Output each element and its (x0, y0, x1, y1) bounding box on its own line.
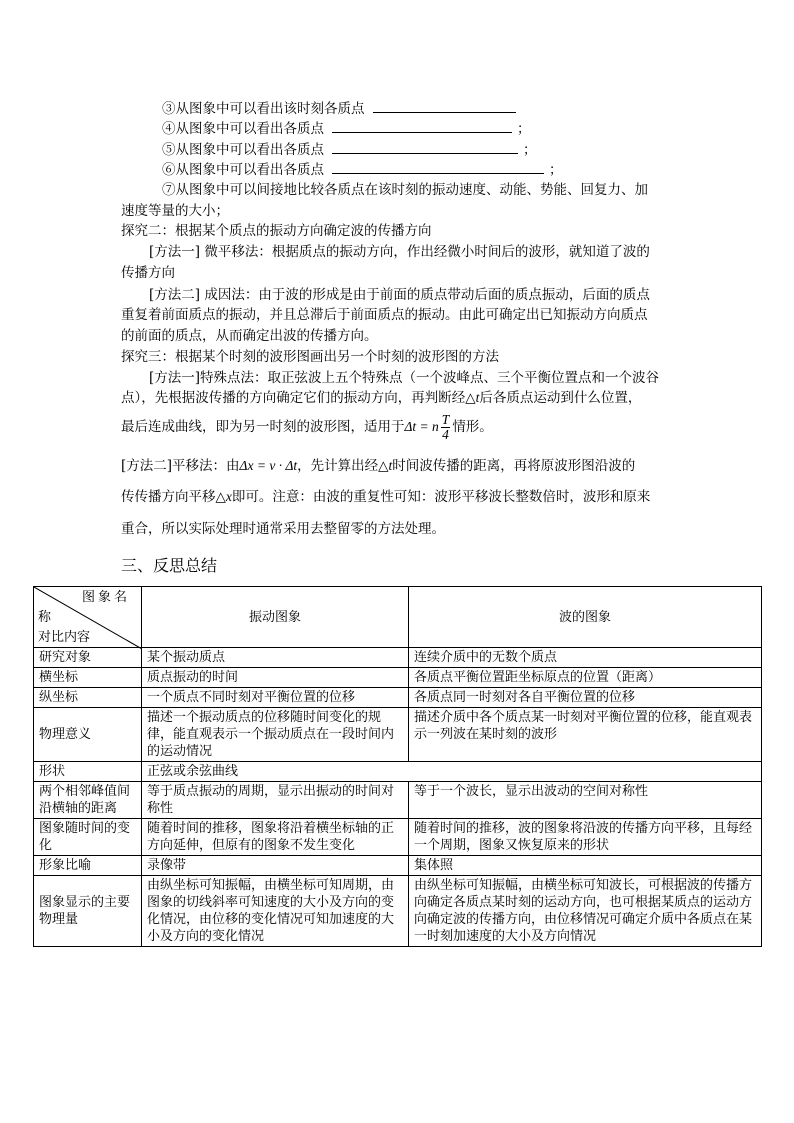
inquiry-3-method2-line3: 重合，所以实际处理时通常采用去整留零的方法处理。 (121, 521, 445, 537)
table-row: 研究对象 某个振动质点 连续介质中的无数个质点 (34, 648, 762, 668)
table-row: 横坐标 质点振动的时间 各质点平衡位置距坐标原点的位置（距离） (34, 668, 762, 688)
table-header-vibration: 振动图象 (142, 587, 409, 648)
formula-dt: Δt = n (404, 419, 439, 434)
table-header-wave: 波的图象 (409, 587, 762, 648)
inquiry-3-method1-line2: 点），先根据波传播的方向确定它们的振动方向，再判断经△t后各质点运动到什么位置， (121, 390, 642, 406)
formula-dx: Δx = v · Δt (239, 458, 298, 473)
blank-5[interactable] (332, 140, 518, 154)
inquiry-2-method2-line3: 的前面的质点，从而确定出波的传播方向。 (121, 328, 378, 344)
item-5-text: ⑤从图象中可以看出各质点 (162, 142, 324, 158)
item-4-text: ④从图象中可以看出各质点 (162, 121, 324, 137)
item-6: ⑥从图象中可以看出各质点 ； (162, 162, 563, 178)
formula-fraction: $\frac{T}{4}$ (441, 412, 450, 442)
item-4: ④从图象中可以看出各质点 ； (162, 121, 531, 137)
inquiry-3-method1-line1: [方法一]特殊点法：取正弦波上五个特殊点（一个波峰点、三个平衡位置点和一个波谷 (149, 370, 660, 386)
comparison-table (33, 586, 762, 947)
table-row: 纵坐标 一个质点不同时刻对平衡位置的位移 各质点同一时刻对各自平衡位置的位移 (34, 688, 762, 708)
blank-3[interactable] (373, 99, 516, 113)
item-7-line2: 速度等量的大小； (121, 203, 229, 219)
table-row: 图象显示的主要物理量 由纵坐标可知振幅，由横坐标可知周期，由图象的切线斜率可知速度的大小及方向的变化情况，由位移的变化情况可知加速度的大小及方向的变化情况 由纵坐标可知振幅，由横坐标可知波长，可根据波的传播方向确定各质点某时刻的运动方向，也可根据某质点的运动方向确定波的传播方向，由位移情况可确定介质中各质点在某一时刻加速度的大小及方向情况 (34, 876, 762, 947)
item-7-line1: ⑦从图象中可以间接地比较各质点在该时刻的振动速度、动能、势能、回复力、加 (162, 182, 648, 198)
table-row: 物理意义 描述一个振动质点的位移随时间变化的规律，能直观表示一个振动质点在一段时间内的运动情况 描述介质中各个质点某一时刻对平衡位置的位移，能直观表示一列波在某时刻的波形 (34, 708, 762, 762)
inquiry-2-method1-line1: [方法一] 微平移法：根据质点的振动方向，作出经微小时间后的波形，就知道了波的 (149, 244, 650, 260)
inquiry-3-title: 探究三：根据某个时刻的波形图画出另一个时刻的波形图的方法 (121, 349, 499, 365)
inquiry-3-method1-line3: 最后连成曲线，即为另一时刻的波形图，适用于Δt = n $\frac{T}{4}$ 情形。 (121, 412, 493, 442)
section-3-title: 三、反思总结 (121, 556, 218, 575)
inquiry-2-title: 探究二：根据某个质点的振动方向确定波的传播方向 (121, 223, 432, 239)
inquiry-2-method2-line2: 重复着前面质点的振动，并且总滞后于前面质点的振动。由此可确定出已知振动方向质点 (121, 307, 648, 323)
inquiry-3-method2-line1: [方法二]平移法：由Δx = v · Δt，先计算出经△t时间波传播的距离，再将原波形图沿波的 (121, 458, 636, 474)
table-row: 形象比喻 录像带 集体照 (34, 856, 762, 876)
inquiry-2-method1-line2: 传播方向 (121, 265, 175, 281)
inquiry-3-method2-line2: 传传播方向平移△x即可。注意：由波的重复性可知：波形平移波长整数倍时，波形和原来 (121, 489, 651, 505)
inquiry-2-method2-line1: [方法二] 成因法：由于波的形成是由于前面的质点带动后面的质点振动，后面的质点 (149, 287, 650, 303)
item-5: ⑤从图象中可以看出各质点 ； (162, 142, 537, 158)
item-3-text: ③从图象中可以看出该时刻各质点 (162, 101, 365, 117)
table-row: 两个相邻峰值间沿横轴的距离 等于质点振动的周期，显示出振动的时间对称性 等于一个波长，显示出波动的空间对称性 (34, 782, 762, 819)
blank-4[interactable] (332, 119, 512, 133)
table-header-row (34, 587, 762, 648)
table-corner-cell: 图象名 称 对比内容 (34, 587, 142, 648)
item-6-text: ⑥从图象中可以看出各质点 (162, 162, 324, 178)
table-row: 图象随时间的变化 随着时间的推移，图象将沿着横坐标轴的正方向延伸，但原有的图象不发生变化 随着时间的推移，波的图象将沿波的传播方向平移，且每经一个周期，图象又恢复原来的形状 (34, 819, 762, 856)
item-3 (162, 99, 516, 118)
table-row: 形状 正弦或余弦曲线 (34, 762, 762, 782)
blank-6[interactable] (332, 160, 544, 174)
